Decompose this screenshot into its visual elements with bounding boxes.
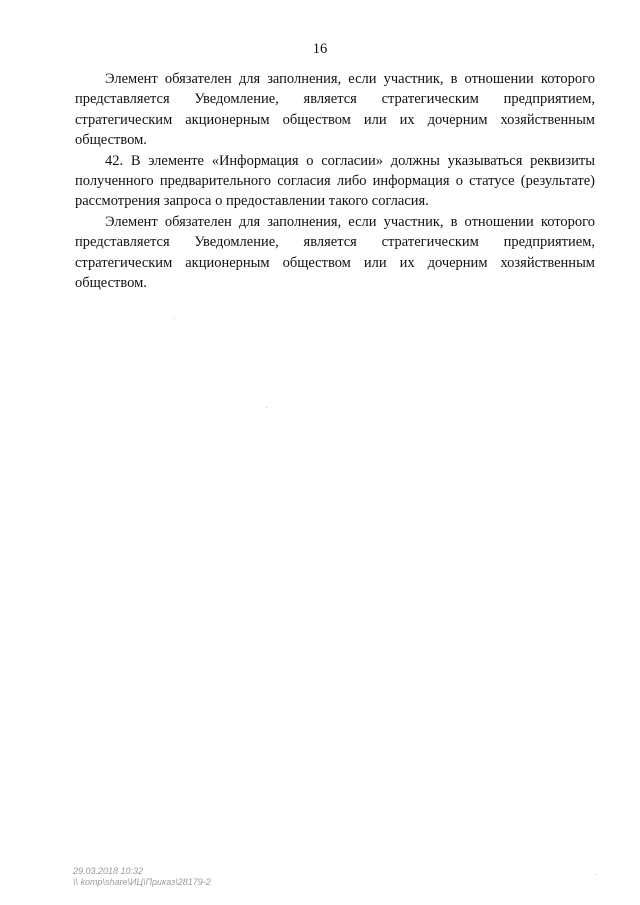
paragraph: Элемент обязателен для заполнения, если участник, в отношении которого представляется Уведомление, является стратегическим предприятием, стратегическим акционерным обществом или их дочерним хозяйственным обществом. (75, 213, 595, 292)
scan-speck (174, 318, 175, 319)
scan-speck (266, 407, 267, 408)
paragraph: Элемент обязателен для заполнения, если участник, в отношении которого представляется Уведомление, является стратегическим предприятием, стратегическим акционерным обществом или их дочерним хозяйственным обществом. (75, 71, 595, 149)
document-footer (73, 866, 211, 888)
footer-timestamp: 29.03.2018 10:32 (73, 866, 144, 876)
paragraph: 42. В элементе «Информация о согласии» должны указываться реквизиты полученного предварительного согласия либо информация о статусе (результате) рассмотрения запроса о предоставлении такого согласия. (75, 152, 595, 210)
footer-file-path: \\ komp\share\ИЦ\Приказ\28179-2 (73, 877, 211, 887)
page-number: 16 (312, 41, 328, 57)
scan-speck (596, 874, 597, 875)
document-body (75, 69, 595, 293)
